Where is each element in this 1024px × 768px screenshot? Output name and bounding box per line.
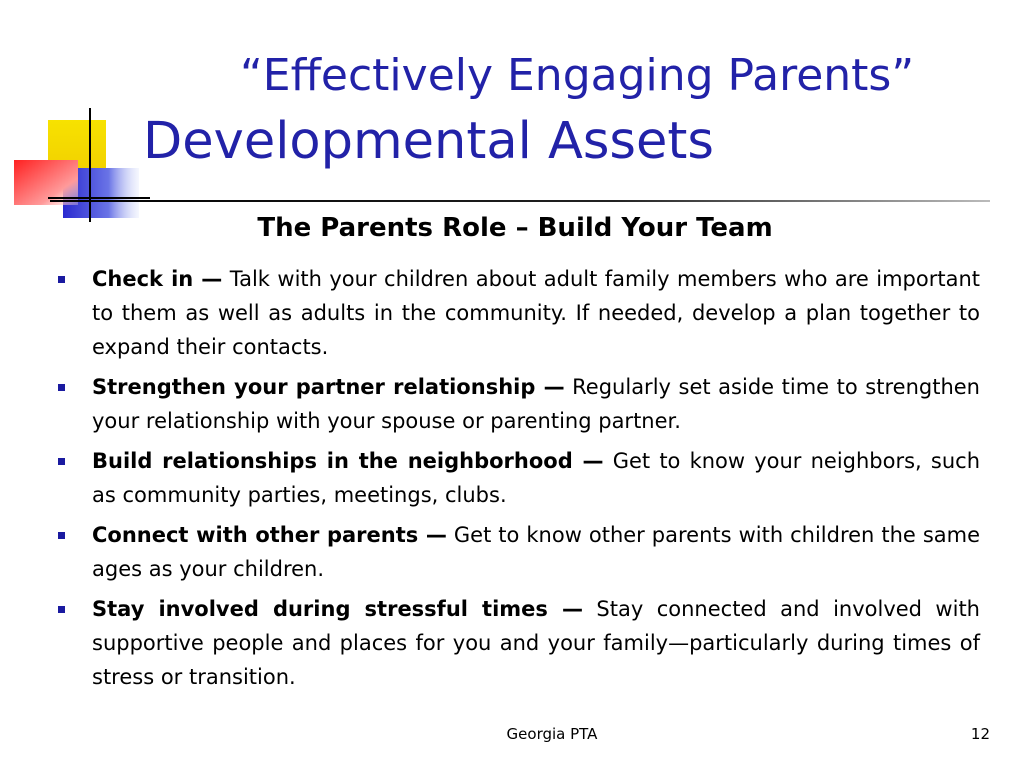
bullet-item bbox=[46, 592, 980, 694]
bullet-lead: Connect with other parents — bbox=[92, 523, 447, 547]
bullet-item bbox=[46, 444, 980, 512]
square-bullet-icon bbox=[58, 458, 65, 465]
bullet-item bbox=[46, 262, 980, 364]
bullet-lead: Stay involved during stressful times — bbox=[92, 597, 583, 621]
slide-subheading: The Parents Role – Build Your Team bbox=[257, 213, 773, 243]
square-bullet-icon bbox=[58, 384, 65, 391]
slide-title-line1: “Effectively Engaging Parents” bbox=[240, 50, 915, 101]
bullet-item bbox=[46, 518, 980, 586]
bullet-text: Talk with your children about adult family members who are important to them as well as adults in the community. If needed, develop a plan together to expand their contacts. bbox=[92, 267, 980, 359]
square-bullet-icon bbox=[58, 606, 65, 613]
bullet-lead: Strengthen your partner relationship — bbox=[92, 375, 565, 399]
bullet-list bbox=[46, 262, 980, 700]
overlapping-squares-logo bbox=[0, 100, 150, 230]
bullet-item bbox=[46, 370, 980, 438]
square-bullet-icon bbox=[58, 276, 65, 283]
bullet-text: Stay connected and involved with supportive people and places for you and your family—particularly during times of stress or transition. bbox=[92, 597, 980, 689]
square-bullet-icon bbox=[58, 532, 65, 539]
bullet-lead: Build relationships in the neighborhood — bbox=[92, 449, 604, 473]
slide-page-number: 12 bbox=[970, 725, 990, 743]
footer-organization: Georgia PTA bbox=[506, 725, 598, 743]
bullet-text: Get to know your neighbors, such as community parties, meetings, clubs. bbox=[92, 449, 981, 507]
bullet-lead: Check in — bbox=[92, 267, 223, 291]
bullet-text: Get to know other parents with children the same ages as your children. bbox=[92, 523, 981, 581]
bullet-text: Regularly set aside time to strengthen your relationship with your spouse or parenting partner. bbox=[92, 375, 980, 433]
title-divider bbox=[50, 200, 990, 202]
slide-title-line2: Developmental Assets bbox=[143, 112, 714, 171]
